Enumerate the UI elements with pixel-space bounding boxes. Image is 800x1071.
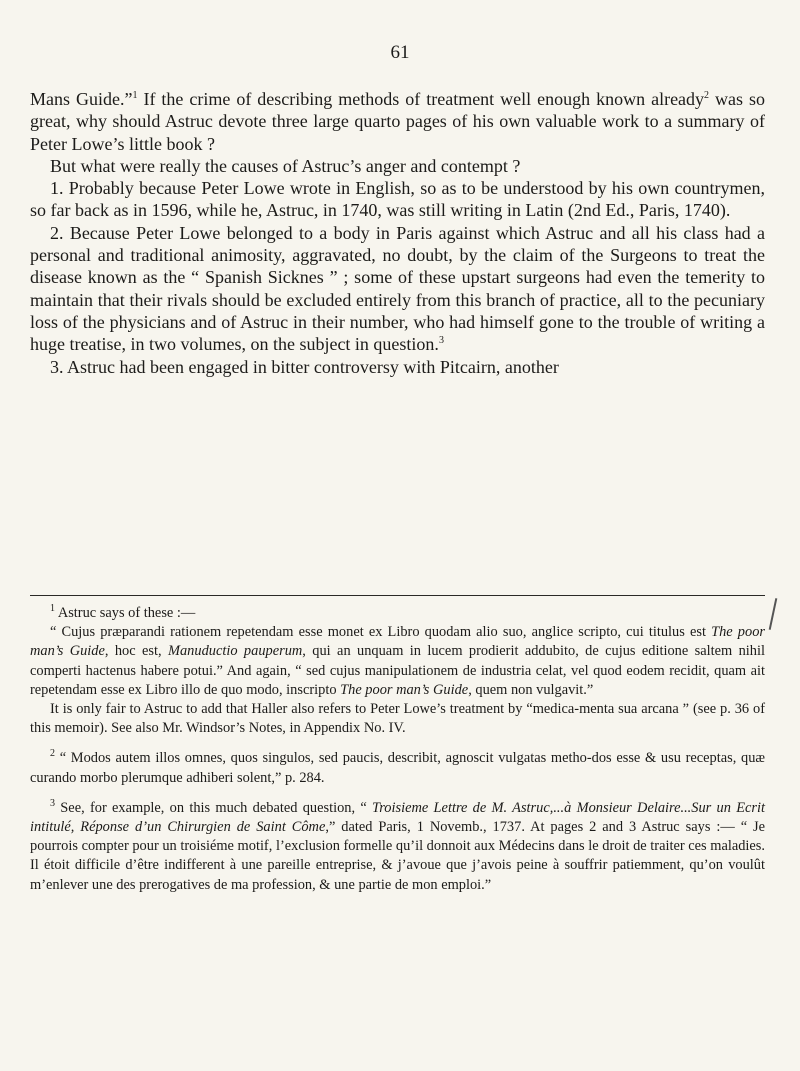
footnote-2-text: “ Modos autem illos omnes, quos singulos, sed paucis, describit, agnoscit vulgatas metho-dos esse & usu receptas, quæ curando morbo plerumque adhiberi solent,” p. 284.	[30, 750, 765, 786]
footnote-1-quote	[30, 623, 765, 700]
footnote-1-quote-a: “ Cujus præparandi rationem repetendam esse monet ex Libro quodam alio suo, anglice scripto, cui titulus est	[50, 624, 712, 641]
footnote-divider	[30, 595, 765, 596]
footnote-3	[30, 799, 765, 895]
footnote-1-marker: 1	[50, 603, 55, 615]
footnote-3-marker: 3	[50, 798, 55, 810]
footnote-1-latin-title: Manuductio pauperum	[168, 643, 303, 660]
footnote-3-text-c: ,” dated Paris, 1 Novemb., 1737. At pages 2 and 3 Astruc says :— “ Je pourrois compter pour un troisiéme motif, l’exclusion formelle qu’il donnoit aux Médecins dans le droit de traiter ces maladies. Il étoit difficile d’être indifferent à une pareille entreprise, & j’avoue que j’avois peine à souffrir patiemment, qu’on voulût m’enlever une des prerogatives de ma profession, & une partie de mon emploi.”	[30, 819, 766, 893]
main-text	[30, 88, 765, 378]
paragraph-3: 1. Probably because Peter Lowe wrote in English, so as to be understood by his own countrymen, so far back as in 1596, while he, Astruc, in 1740, was still writing in Latin (2nd Ed., Paris, 1740).	[30, 178, 765, 221]
page-number: 61	[390, 42, 410, 63]
footnote-ref-2: 2	[704, 90, 710, 101]
footnote-1-intro	[30, 604, 765, 623]
footnote-ref-3: 3	[438, 335, 444, 347]
paragraph-1	[30, 88, 765, 155]
paragraph-4-text: 2. Because Peter Lowe belonged to a body in Paris against which Astruc and all his class had a personal and traditional animosity, aggravated, no doubt, by the claim of the Surgeons to treat the disease known as the “ Spanish Sicknes ” ; some of these upstart surgeons had even the temerity to maintain that their rivals should be excluded entirely from this branch of practice, all to the pecuniary loss of the physicians and of Astruc in their number, who had himself gone to the trouble of writing a huge treatise, in two volumes, on the subject in question.	[30, 222, 765, 355]
footnote-2	[30, 749, 765, 787]
footnote-1-intro-text: Astruc says of these :—	[57, 605, 196, 621]
paragraph-1-end: was so great, why should Astruc devote three large quarto pages of his own valuable work to a summary of Peter Lowe’s little book ?	[30, 89, 766, 154]
footnote-1-quote-c: , hoc est,	[104, 643, 168, 660]
footnote-ref-1: 1	[132, 90, 138, 101]
footnote-1-title-1: The poor man’s Guide	[30, 624, 765, 660]
footnote-3-text-a: See, for example, on this much debated question, “	[60, 799, 373, 816]
footnote-1-quote-e: , qui an unquam in lucem prodierit addubito, de cujus editione saltem nihil comperti hactenus habere potui.” And again, “ sed cujus manipulationem de industria celat, vel quod eodem recidit, quam ait repetendam esse ex Libro illo de quo modo, inscripto	[30, 643, 765, 698]
paragraph-5: 3. Astruc had been engaged in bitter controversy with Pitcairn, another	[50, 356, 559, 377]
footnotes	[30, 604, 765, 895]
footnote-1-title-2: The poor man’s Guide	[340, 681, 469, 698]
paragraph-1-middle: If the crime of describing methods of treatment well enough known already	[137, 89, 705, 109]
footnote-2-marker: 2	[50, 748, 55, 760]
margin-mark	[769, 598, 778, 630]
footnote-3-title: Troisieme Lettre de M. Astruc,...à Monsieur Delaire...Sur un Ecrit intitulé, Réponse d’un Chirurgien de Saint Côme	[30, 799, 765, 836]
paragraph-1-start: Mans Guide.”	[30, 89, 133, 109]
footnote-1-quote-g: , quem non vulgavit.”	[468, 681, 594, 698]
footnote-1-addendum: It is only fair to Astruc to add that Haller also refers to Peter Lowe’s treatment by “medica-menta sua arcana ” (see p. 36 of this memoir). See also Mr. Windsor’s Notes, in Appendix No. IV.	[30, 701, 765, 737]
paragraph-4	[30, 222, 765, 356]
paragraph-2: But what were really the causes of Astruc’s anger and contempt ?	[50, 155, 521, 176]
